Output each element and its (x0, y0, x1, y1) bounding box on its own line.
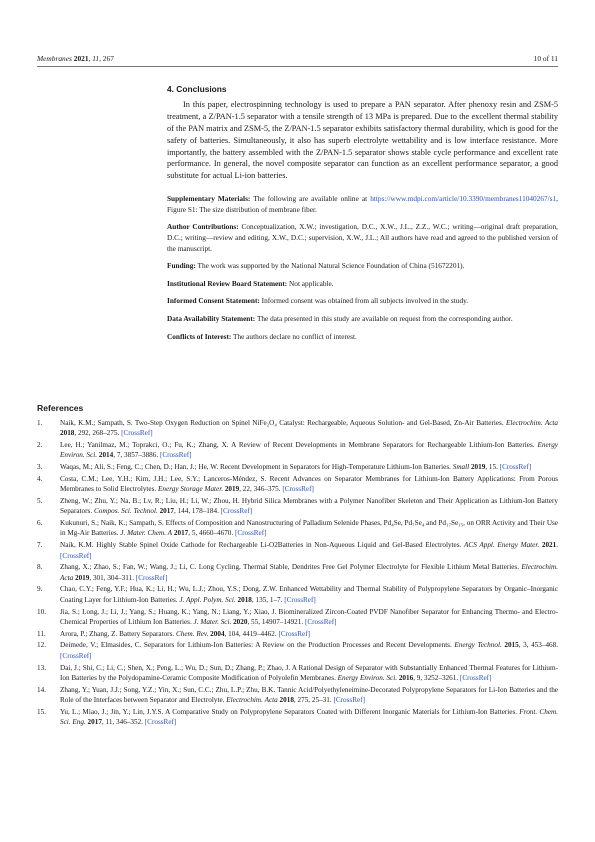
reference-details: , 292, 268–275. (74, 429, 120, 438)
reference-year: 2020 (233, 617, 248, 626)
reference-number: 5. (37, 497, 43, 506)
conclusions-paragraph: In this paper, electrospinning technology is used to prepare a PAN separator. After phenoxy resin and ZSM-5 treatment, a Z/PAN-1.5 separator with a tensile strength of 13 MPa is prepared. Due to the excellent thermal stability of the PAN matrix and ZSM-5, the Z/PAN-1.5 separator exhibits satisfactory thermal durability, which is good for the safety of batteries. Simultaneously, it also has superb electrolyte wettability and is low interface resistance. More importantly, the battery assembled with the Z/PAN-1.5 separator shows stable cycle performance and excellent rate performance. In general, the novel composite separator can function as an excellent performance separator, a good substitute for actual Li-ion batteries. (167, 99, 558, 181)
reference-text (60, 607, 558, 628)
crossref-link[interactable]: [CrossRef] (159, 451, 192, 460)
reference-authors-title: Jia, S.; Long, J.; Li, J.; Yang, S.; Huang, K.; Yang, N.; Liang, Y.; Xiao, J. Biomineralized Zircon-Coated PVDF Nanofiber Separator for Enhancing Thermo- and Electro-Chemical Properties of Lithium Ion Batteries. (60, 607, 558, 626)
reference-year: 2021 (541, 541, 557, 550)
reference-item (37, 640, 558, 661)
reference-text (60, 663, 558, 684)
reference-journal: J. Appl. Polym. Sci. (179, 595, 236, 604)
reference-journal: Energy Technol. (454, 641, 502, 650)
reference-details: , 7, 3857–3886. (113, 451, 159, 460)
journal-volume: 11 (92, 54, 100, 63)
running-header-citation: Membranes 2021, 11, 267 (37, 54, 114, 63)
reference-number: 13. (37, 663, 46, 672)
crossref-link[interactable]: [CrossRef] (459, 673, 492, 682)
reference-year: 2019 (74, 573, 90, 582)
references-title: References (37, 403, 84, 413)
consent-label: Informed Consent Statement: (167, 296, 260, 306)
supplementary-materials (167, 194, 558, 215)
journal-name: Membranes (37, 54, 72, 63)
reference-journal: Electrochim. Acta (226, 695, 278, 704)
reference-details: , 15. (485, 463, 498, 472)
reference-details: , 22, 346–375. (239, 485, 281, 494)
reference-year: 2017 (173, 529, 189, 538)
reference-year: 2014 (98, 451, 114, 460)
reference-text (60, 584, 558, 605)
crossref-link[interactable]: [CrossRef] (284, 595, 316, 604)
reference-journal: Electrochim. Acta (505, 419, 559, 427)
reference-item (37, 562, 558, 583)
reference-journal: Compos. Sci. Technol. (93, 507, 158, 516)
reference-authors-title: Naik, K.M.; Sampath, S. Two-Step Oxygen Reduction on Spinel NiFe₂O₄ Catalyst: Rechargeable, Aqueous Solution- and Gel-Based, Zn-Air Batteries. (60, 419, 504, 427)
reference-details: , 55, 14907–14921. (247, 617, 304, 626)
data-availability-text: The data presented in this study are available on request from the corresponding author. (256, 314, 513, 323)
reference-number: 7. (37, 541, 43, 550)
reference-details: . (556, 541, 559, 550)
irb-text: Not applicable. (289, 278, 334, 288)
crossref-link[interactable]: [CrossRef] (278, 629, 310, 638)
reference-number: 4. (37, 474, 43, 483)
reference-item (37, 707, 558, 728)
reference-journal: Energy Environ. Sci. (60, 441, 558, 460)
crossref-link[interactable]: [CrossRef] (60, 551, 92, 560)
reference-authors-title: Zheng, W.; Zhu, Y.; Na, B.; Lv, R.; Liu, H.; Li, W.; Zhou, H. Hybrid Silica Membranes with a Polymer Nanofiber Skeleton and Their Application as Lithium-Ion Battery Separators. (60, 497, 558, 516)
reference-text (60, 496, 558, 517)
journal-year: 2021 (73, 54, 89, 63)
reference-item (37, 496, 558, 517)
reference-item (37, 629, 558, 639)
reference-item (37, 440, 558, 461)
reference-text (60, 418, 558, 439)
crossref-link[interactable]: [CrossRef] (60, 651, 92, 660)
irb-statement (167, 279, 558, 290)
reference-item (37, 685, 558, 706)
reference-number: 12. (37, 641, 46, 650)
reference-year: 2018 (237, 595, 252, 604)
reference-text (60, 440, 558, 461)
reference-journal: Energy Storage Mater. (158, 485, 224, 494)
section-title: 4. Conclusions (167, 84, 227, 94)
reference-details: , 5, 4660–4670. (188, 529, 234, 538)
supplementary-text: The following are available online at (253, 194, 371, 204)
reference-number: 3. (37, 463, 43, 472)
informed-consent (167, 296, 558, 307)
reference-journal: Chem. Rev. (175, 629, 209, 638)
reference-number: 6. (37, 519, 43, 528)
reference-journal: ACS Appl. Energy Mater. (464, 541, 540, 550)
conflicts-text: The authors declare no conflict of interest. (233, 331, 357, 341)
crossref-link[interactable]: [CrossRef] (135, 573, 168, 582)
reference-journal: J. Mater. Sci. (193, 617, 232, 626)
reference-journal: Front. Chem. Sci. Eng. (60, 707, 558, 727)
supplementary-caption: , Figure S1: The size distribution of membrane fiber. (167, 194, 558, 214)
crossref-link[interactable]: [CrossRef] (304, 617, 337, 626)
reference-text (60, 707, 558, 728)
reference-number: 2. (37, 441, 43, 450)
reference-journal: J. Mater. Chem. A (120, 529, 173, 538)
crossref-link[interactable]: [CrossRef] (234, 529, 267, 538)
reference-text (60, 518, 558, 539)
reference-authors-title: Kukunuri, S.; Naik, K.; Sampath, S. Effects of Composition and Nanostructuring of Palladium Selenide Phases, Pd₄Se, Pd₇Se₄ and Pd₁₇Se₁₅, on ORR Activity and Their Use in Mg-Air Batteries. (60, 519, 558, 538)
reference-authors-title: Naik, K.M. Highly Stable Spinel Oxide Cathode for Rechargeable Li-O2Batteries in Non-Aqueous Liquid and Gel-Based Electrolytes. (60, 541, 462, 550)
reference-item (37, 584, 558, 605)
reference-year: 2018 (60, 429, 75, 438)
reference-authors-title: Costa, C.M.; Lee, Y.H.; Kim, J.H.; Lee, S.Y.; Lanceros-Méndez, S. Recent Advances on Separator Membranes for Lithium-Ion Battery Applications: From Porous Membranes to Solid Electrolytes. (60, 474, 558, 494)
crossref-link[interactable]: [CrossRef] (121, 429, 153, 438)
reference-year: 2015 (504, 641, 519, 650)
reference-details: , 9, 3252–3261. (413, 673, 459, 682)
author-contributions-text: Conceptualization, X.W.; investigation, D.C., X.W., J.L., Z.Z., W.C.; writing—original draft preparation, D.C.; writing—review and editing, X.W., D.C.; supervision, X.W., J.L.; All authors have read and agreed to the published version of the manuscript. (167, 222, 558, 253)
reference-number: 15. (37, 707, 46, 716)
main-column (167, 84, 558, 342)
reference-number: 9. (37, 585, 43, 594)
reference-year: 2018 (279, 695, 294, 704)
reference-year: 2017 (159, 507, 174, 516)
reference-text (60, 562, 558, 583)
reference-details: , 135, 1–7. (251, 595, 283, 604)
reference-text (60, 462, 558, 472)
reference-details: , 275, 25–31. (293, 695, 332, 704)
funding-text: The work was supported by the National Natural Science Foundation of China (51672201). (197, 261, 465, 271)
reference-year: 2019 (470, 463, 486, 472)
funding (167, 261, 558, 272)
reference-number: 8. (37, 563, 43, 572)
reference-number: 11. (37, 629, 46, 638)
reference-details: , 104, 4419–4462. (224, 629, 277, 638)
reference-authors-title: Zhang, Y.; Yuan, J.J.; Song, Y.Z.; Yin, X.; Sun, C.C.; Zhu, L.P.; Zhu, B.K. Tannic Acid/Polyethyleneimine-Decorated Polypropylene Separators for Li-Ion Batteries and the Role of the Interfaces between Separator and Electrolyte. (60, 685, 558, 704)
reference-authors-title: Lee, H.; Yanilmaz, M.; Toprakci, O.; Fu, K.; Zhang, X. A Review of Recent Developments in Membrane Separators for Rechargeable Lithium-Ion Batteries. (60, 441, 535, 450)
data-availability-label: Data Availability Statement: (167, 314, 256, 323)
author-contributions-label: Author Contributions: (167, 222, 239, 232)
page-number: 10 of 11 (533, 54, 558, 63)
data-availability (167, 314, 558, 325)
reference-authors-title: Waqas, M.; Ali, S.; Feng, C.; Chen, D.; Han, J.; He, W. Recent Development in Separators for High-Temperature Lithium-Ion Batteries. (60, 463, 451, 472)
crossref-link[interactable]: [CrossRef] (144, 718, 177, 727)
reference-year: 2016 (398, 673, 414, 682)
reference-item (37, 418, 558, 439)
reference-authors-title: Dai, J.; Shi, C.; Li, C.; Shen, X.; Peng, L.; Wu, D.; Sun, D.; Zhang, P.; Zhao, J. A Rational Design of Separator with Substantially Enhanced Thermal Features for Lithium-Ion Batteries by the Polydopamine-Ceramic Composite Modification of Polyolefin Membranes. (60, 663, 558, 682)
reference-journal: Energy Environ. Sci. (337, 673, 398, 682)
reference-text (60, 640, 558, 661)
references-list (37, 418, 558, 729)
crossref-link[interactable]: [CrossRef] (499, 463, 532, 472)
crossref-link[interactable]: [CrossRef] (282, 485, 314, 494)
supplementary-label: Supplementary Materials: (167, 194, 251, 204)
supplementary-link[interactable]: https://www.mdpi.com/article/10.3390/membranes11040267/s1 (370, 194, 557, 204)
article-number: 267 (102, 54, 114, 63)
reference-text (60, 474, 558, 495)
reference-item (37, 663, 558, 684)
header-divider (37, 66, 558, 67)
reference-details: , 3, 453–468. (518, 641, 559, 650)
reference-details: , 11, 346–352. (101, 718, 143, 727)
reference-year: 2004 (210, 629, 225, 638)
reference-number: 14. (37, 685, 46, 694)
irb-label: Institutional Review Board Statement: (167, 278, 288, 288)
reference-authors-title: Arora, P.; Zhang, Z. Battery Separators. (60, 629, 175, 638)
reference-item (37, 607, 558, 628)
reference-details: , 301, 304–311. (89, 573, 134, 582)
funding-label: Funding: (167, 261, 196, 271)
reference-journal: Small (452, 463, 470, 472)
crossref-link[interactable]: [CrossRef] (333, 695, 365, 704)
crossref-link[interactable]: [CrossRef] (220, 507, 253, 516)
reference-authors-title: Chao, C.Y.; Feng, Y.F.; Hua, K.; Li, H.; Wu, L.J.; Zhou, Y.S.; Dong, Z.W. Enhanced Wettability and Thermal Stability of Polypropylene Separators by Organic–Inorganic Coating Layer for Lithium-Ion Batteries. (60, 585, 558, 604)
reference-journal: Electrochim. Acta (60, 563, 559, 582)
author-contributions (167, 222, 558, 254)
consent-text: Informed consent was obtained from all subjects involved in the study. (261, 296, 469, 306)
reference-item (37, 540, 558, 561)
reference-year: 2017 (87, 718, 102, 727)
reference-authors-title: Deimede, V.; Elmasides, C. Separators for Lithium-Ion Batteries: A Review on the Production Processes and Recent Developments. (60, 641, 452, 650)
reference-number: 1. (37, 419, 43, 427)
reference-number: 10. (37, 607, 46, 616)
reference-text (60, 685, 558, 706)
conflicts-of-interest (167, 332, 558, 343)
reference-year: 2019 (224, 485, 240, 494)
reference-item (37, 474, 558, 495)
reference-text (60, 629, 558, 639)
reference-item (37, 518, 558, 539)
reference-item (37, 462, 558, 472)
conflicts-label: Conflicts of Interest: (167, 331, 232, 341)
reference-text (60, 540, 558, 561)
reference-details: , 144, 178–184. (173, 507, 219, 516)
reference-authors-title: Zhang, X.; Zhao, S.; Fan, W.; Wang, J.; Li, C. Long Cycling, Thermal Stable, Dendrites Free Gel Polymer Electrolyte for Flexible Lithium Metal Batteries. (60, 563, 519, 572)
reference-authors-title: Yu, L.; Miao, J.; Jin, Y.; Lin, J.Y.S. A Comparative Study on Polypropylene Separators Coated with Different Inorganic Materials for Lithium-Ion Batteries. (60, 707, 518, 716)
